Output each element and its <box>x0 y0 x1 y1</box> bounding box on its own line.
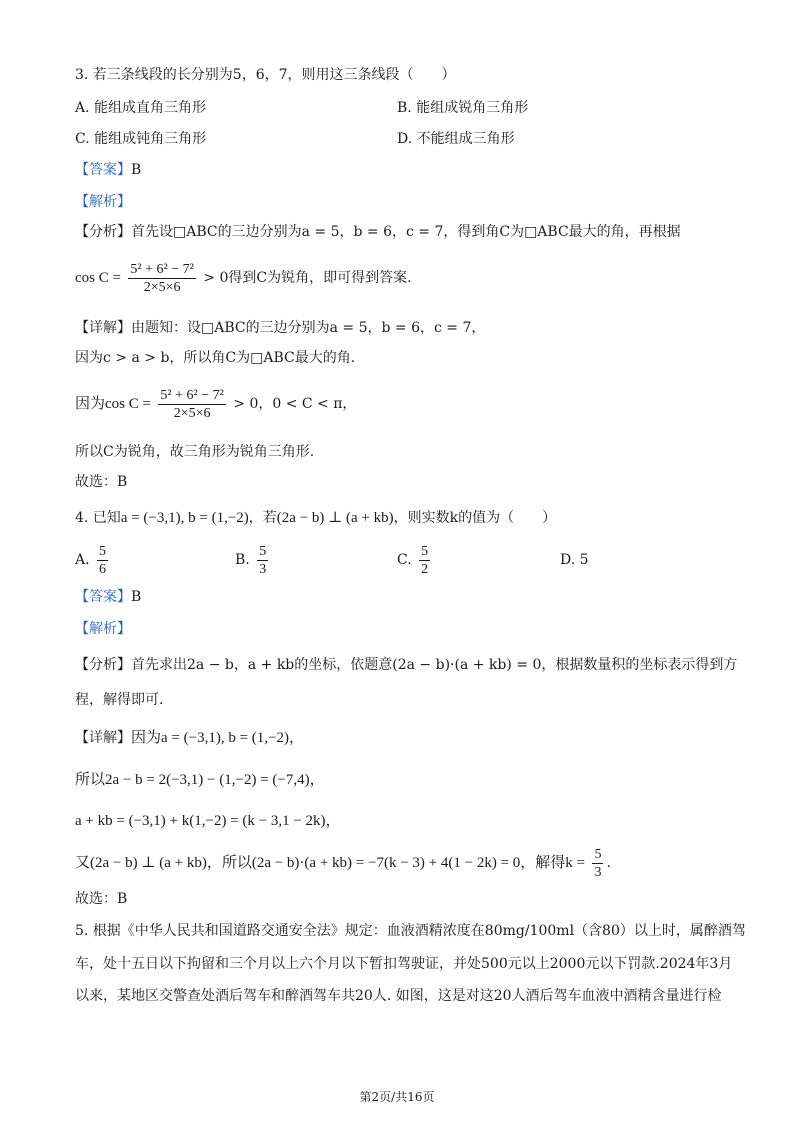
q4-stem-mid: ，若 <box>248 510 277 526</box>
q3-xiangjie-line3 <box>75 384 356 424</box>
q5-line3: 以来，某地区交警查处酒后驾车和醉酒驾车共20人. 如图，这是对这20人酒后驾车血液中酒精含量进行检 <box>75 988 722 1004</box>
q3-option-a: A. 能组成直角三角形 <box>75 100 207 116</box>
fenxi-text: 首先求出2a − b，a + kb的坐标，依题意(2a − b)·(a + kb) = 0，根据数量积的坐标表示得到方 <box>131 657 738 673</box>
q3-xiangjie-line1 <box>75 318 485 338</box>
q4-stem <box>75 508 556 528</box>
q4-fenxi-line2: 程，解得即可. <box>75 692 164 708</box>
q4-xiangjie-line2: 所以2a − b = 2(−3,1) − (1,−2) = (−7,4)， <box>75 772 325 788</box>
q4-option-d: D. 5 <box>560 552 589 568</box>
q3-option-b: B. 能组成锐角三角形 <box>397 100 529 116</box>
q3-option-d: D. 不能组成三角形 <box>397 131 515 147</box>
q4-answer-line <box>75 587 141 607</box>
fenxi-tag: 【分析】 <box>75 657 131 673</box>
q4-condition: (2a − b) ⊥ (a + kb) <box>276 510 394 526</box>
fraction <box>419 543 430 578</box>
q4-xiangjie-line3: a + kb = (−3,1) + k(1,−2) = (k − 3,1 − 2k)， <box>75 813 341 829</box>
q3-option-c: C. 能组成钝角三角形 <box>75 131 207 147</box>
fraction-denominator: 2×5×6 <box>128 278 195 296</box>
fraction-numerator: 5 <box>99 543 107 559</box>
option-label: A. <box>75 552 90 568</box>
q4-xiangjie-line1 <box>75 728 304 748</box>
option-label: C. <box>397 552 412 568</box>
fraction-denominator: 3 <box>259 561 267 577</box>
q5-line1: 5. 根据《中华人民共和国道路交通安全法》规定：血液酒精浓度在80mg/100ml（含80）以上时，属醉酒驾 <box>75 923 746 939</box>
fenxi-tag: 【分析】 <box>75 224 131 240</box>
fraction <box>128 261 195 296</box>
q3-fenxi-line2 <box>75 258 412 298</box>
fraction <box>158 387 225 422</box>
page-footer: 第2页/共16页 <box>359 1090 435 1104</box>
fraction-numerator: 5 <box>421 543 429 559</box>
q3-fenxi-line1 <box>75 222 681 242</box>
answer-tag: 【答案】 <box>75 162 131 178</box>
q4-xiangjie-line4: 又(2a − b) ⊥ (a + kb)，所以(2a − b)·(a + kb) = −7(k − 3) + 4(1 − 2k) = 0，解得k = $\frac{5}{3}$ . <box>75 846 611 880</box>
fraction-numerator: 5 <box>259 543 267 559</box>
q4-option-a <box>75 540 111 580</box>
option-label: B. <box>235 552 250 568</box>
cos-expression: 因为cos C = <box>75 396 151 412</box>
fraction <box>592 846 603 881</box>
analysis-tag: 【解析】 <box>75 621 131 637</box>
fraction-denominator: 6 <box>99 561 107 577</box>
xiangjie-equation: 又(2a − b) ⊥ (a + kb)，所以(2a − b)·(a + kb) = −7(k − 3) + 4(1 − 2k) = 0，解得k = <box>75 855 585 871</box>
xiangjie-tag: 【详解】 <box>75 320 131 336</box>
inequality: > 0，0 < C < π， <box>233 396 357 412</box>
fraction-numerator: 5 <box>594 846 602 862</box>
q4-given-vectors: a = (−3,1), b = (1,−2) <box>120 510 249 526</box>
q5-line2: 车，处十五日以下拘留和三个月以上六个月以下暂扣驾驶证，并处500元以上2000元以下罚款.2024年3月 <box>75 956 733 972</box>
q4-option-c <box>397 540 433 580</box>
fraction-denominator: 3 <box>594 864 602 880</box>
q3-choose: 故选：B <box>75 474 128 490</box>
cos-expression: cos C = <box>75 270 121 286</box>
fraction-numerator: 5² + 6² − 7² <box>160 387 224 403</box>
fraction-numerator: 5² + 6² − 7² <box>130 261 194 277</box>
q4-choose: 故选：B <box>75 891 128 907</box>
xiangjie-text: 由题知：设□ABC的三边分别为a = 5，b = 6，c = 7， <box>131 320 486 336</box>
q3-answer-line <box>75 160 141 180</box>
xiangjie-tag: 【详解】 <box>75 730 131 746</box>
q4-option-b <box>235 540 271 580</box>
fraction <box>257 543 268 578</box>
fraction-denominator: 2×5×6 <box>158 404 225 422</box>
answer-tag: 【答案】 <box>75 589 131 605</box>
fenxi-conclusion: > 0得到C为锐角，即可得到答案. <box>203 270 412 286</box>
xiangjie-text: 因为a = (−3,1), b = (1,−2)， <box>131 730 304 746</box>
fraction <box>97 543 108 578</box>
q3-stem: 3. 若三条线段的长分别为5，6，7，则用这三条线段（ ） <box>75 67 456 83</box>
q4-stem-prefix: 4. 已知 <box>75 510 121 526</box>
fenxi-text: 首先设□ABC的三边分别为a = 5，b = 6，c = 7，得到角C为□ABC最大的角，再根据 <box>131 224 681 240</box>
analysis-tag: 【解析】 <box>75 194 131 210</box>
answer-value: B <box>131 589 142 605</box>
q3-xiangjie-line4: 所以C为锐角，故三角形为锐角三角形. <box>75 444 315 460</box>
q4-stem-suffix: ，则实数k的值为（ ） <box>393 510 557 526</box>
q3-xiangjie-line2: 因为c > a > b，所以角C为□ABC最大的角. <box>75 350 356 366</box>
q4-fenxi-line1 <box>75 655 737 675</box>
answer-value: B <box>131 162 142 178</box>
fraction-denominator: 2 <box>421 561 429 577</box>
